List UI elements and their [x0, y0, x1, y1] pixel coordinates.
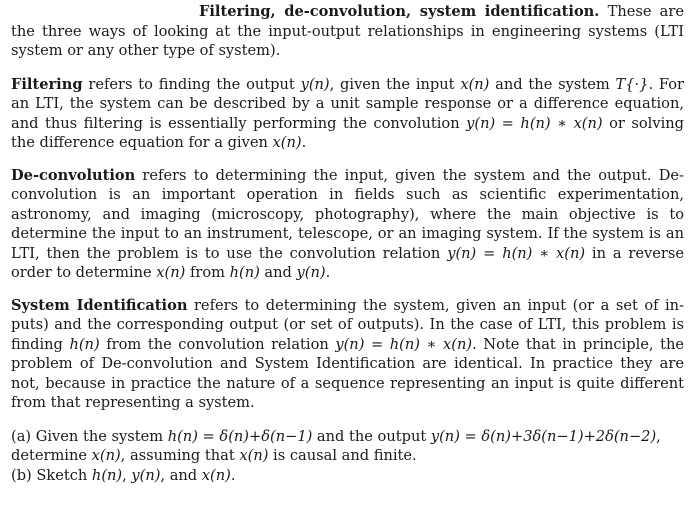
system-identification-paragraph	[11, 296, 684, 413]
math-input: x(n)	[239, 447, 269, 464]
math-input: x(n)	[156, 264, 186, 281]
intro-paragraph	[11, 2, 684, 61]
deconvolution-text: in a reverse order to determine	[11, 244, 685, 281]
part-b-text: ,	[122, 466, 132, 484]
deconvolution-text: from	[185, 264, 230, 281]
math-output: y(n)	[300, 75, 330, 93]
part-a-text: is causal and finite.	[268, 447, 417, 464]
filtering-text: , given the input	[329, 75, 461, 93]
filtering-text: and the system	[489, 75, 616, 93]
part-b-text: , and	[160, 466, 202, 484]
part-a-text: and the output	[312, 427, 431, 445]
math-impulse-response: h(n)	[91, 466, 123, 484]
math-input: x(n)	[460, 75, 490, 93]
deconvolution-text: refers to determining the input, given the system and the output. De-convolution is an important operation in fields such as scientific experimentation, astronomy, and imaging (microscopy, photography), where the main objective is to determine the input to an instrument, telescope, or an imaging system. If the system is an LTI, then the problem is to use the convolution relation	[11, 166, 684, 262]
math-convolution: y(n) = h(n) ∗ x(n)	[447, 244, 586, 262]
question-parts	[11, 427, 684, 486]
filtering-term: Filtering	[11, 75, 83, 93]
math-impulse-response: h(n)	[229, 264, 260, 281]
system-identification-text: . Note that in principle, the problem of De-convolution and System Identification are identical. In practice they are not, because in practice the nature of a sequence representing an input is quite different from that representing a system.	[11, 335, 684, 411]
filtering-text: refers to finding the output	[82, 75, 301, 93]
part-a-text: (a) Given the system	[11, 427, 168, 445]
math-impulse-response: h(n)	[69, 335, 100, 353]
math-system: T{·}	[615, 75, 649, 93]
deconvolution-paragraph	[11, 166, 684, 283]
filtering-text: .	[301, 134, 307, 151]
math-convolution: y(n) = h(n) ∗ x(n)	[466, 114, 603, 132]
math-convolution: y(n) = h(n) ∗ x(n)	[335, 335, 473, 353]
math-given-output: y(n) = δ(n)+3δ(n−1)+2δ(n−2)	[430, 427, 657, 445]
math-output: y(n)	[296, 264, 326, 281]
deconvolution-term: De-convolution	[11, 166, 136, 184]
part-a-text: , determine	[11, 427, 661, 464]
intro-heading: Filtering, de-convolution, system identification.	[199, 3, 600, 20]
math-given-system: h(n) = δ(n)+δ(n−1)	[167, 427, 313, 445]
system-identification-text: from the convolution relation	[99, 335, 336, 353]
math-input: x(n)	[91, 447, 121, 464]
deconvolution-text: .	[325, 264, 331, 281]
part-a-text: , assuming that	[120, 447, 240, 464]
math-input: x(n)	[201, 466, 231, 484]
filtering-text: or solving the difference equation for a given	[11, 114, 684, 151]
part-b-text: (b) Sketch	[11, 466, 92, 484]
deconvolution-text: and	[259, 264, 297, 281]
system-identification-text: refers to determining the system, given an input (or a set of in-puts) and the corresponding output (or set of outputs). In the case of LTI, this problem is finding	[11, 296, 685, 353]
intro-text: These are the three ways of looking at the input-output relationships in engineering systems (LTI system or any other type of system).	[11, 3, 684, 59]
system-identification-term: System Identification	[11, 296, 188, 314]
filtering-paragraph	[11, 75, 684, 153]
math-output: y(n)	[131, 466, 161, 484]
part-b-text: .	[230, 466, 236, 484]
math-input: x(n)	[272, 134, 302, 151]
filtering-text: . For an LTI, the system can be described by a unit sample response or a difference equation, and thus filtering is essentially performing the convolution	[11, 75, 685, 132]
